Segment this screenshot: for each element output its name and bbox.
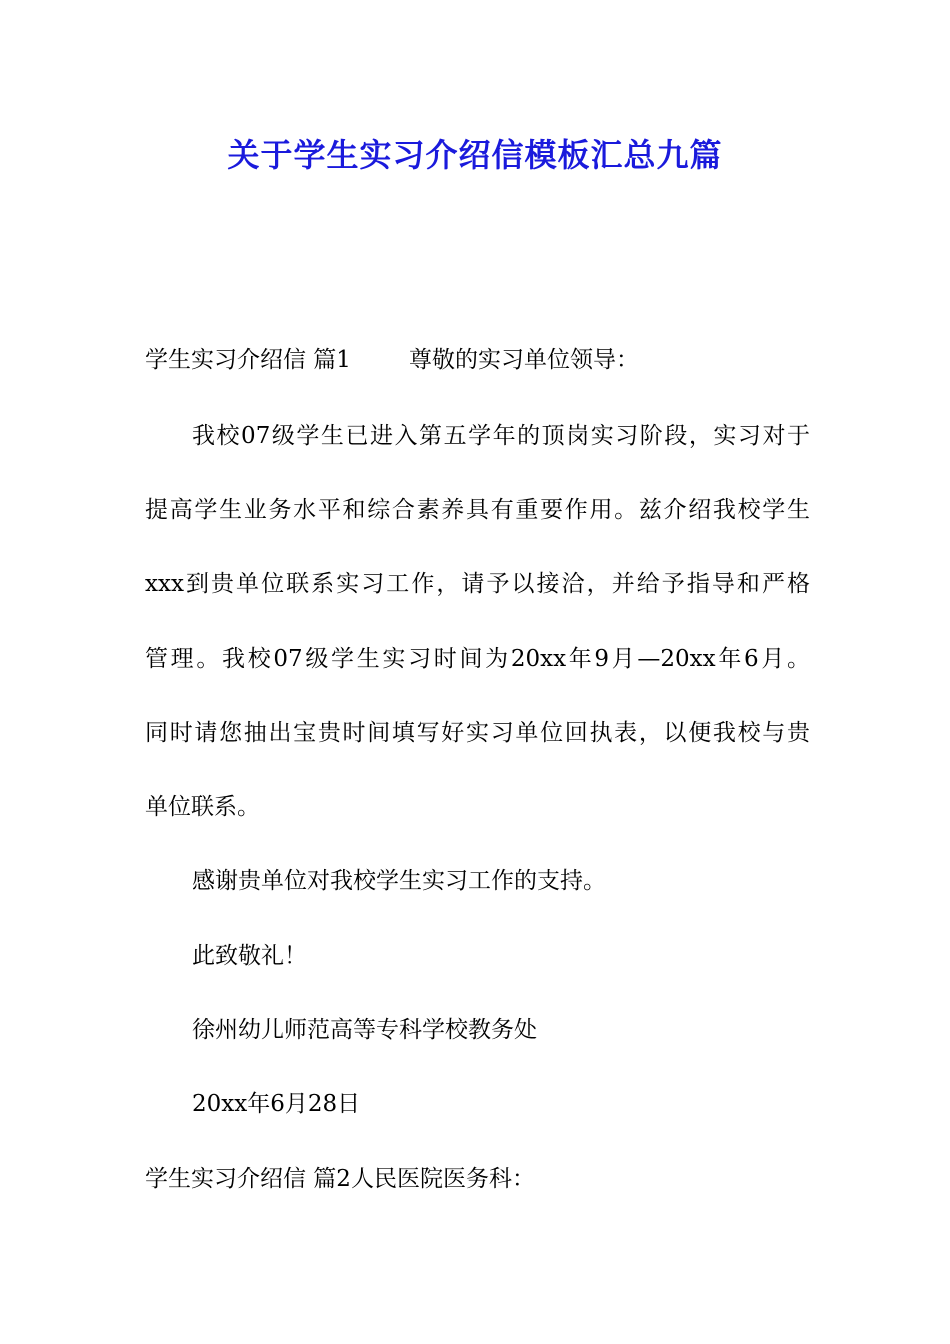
- document-title: 关于学生实习介绍信模板汇总九篇: [227, 136, 723, 174]
- para1-line-4: 管理。我校07级学生实习时间为20xx年9月—20xx年6月。: [145, 646, 810, 672]
- para1-line-6: 单位联系。: [145, 794, 260, 820]
- section1-salutation: 尊敬的实习单位领导：: [408, 347, 639, 373]
- thanks-line: 感谢贵单位对我校学生实习工作的支持。: [192, 868, 606, 894]
- para1-line-3: xxx到贵单位联系实习工作，请予以接洽，并给予指导和严格: [145, 571, 810, 597]
- closing-line: 此致敬礼！: [192, 943, 307, 969]
- section1-heading-line: [145, 344, 810, 376]
- para1-line-5: 同时请您抽出宝贵时间填写好实习单位回执表，以便我校与贵: [145, 720, 810, 746]
- para1-line-2: 提高学生业务水平和综合素养具有重要作用。兹介绍我校学生: [145, 497, 810, 523]
- signature-line: 徐州幼儿师范高等专科学校教务处: [192, 1017, 537, 1043]
- date-line: 20xx年6月28日: [192, 1091, 361, 1117]
- section2-heading: 学生实习介绍信 篇2人民医院医务科：: [145, 1166, 535, 1192]
- section1-heading: 学生实习介绍信 篇1: [145, 347, 351, 373]
- para1-line-1: 我校07级学生已进入第五学年的顶岗实习阶段，实习对于: [192, 423, 810, 449]
